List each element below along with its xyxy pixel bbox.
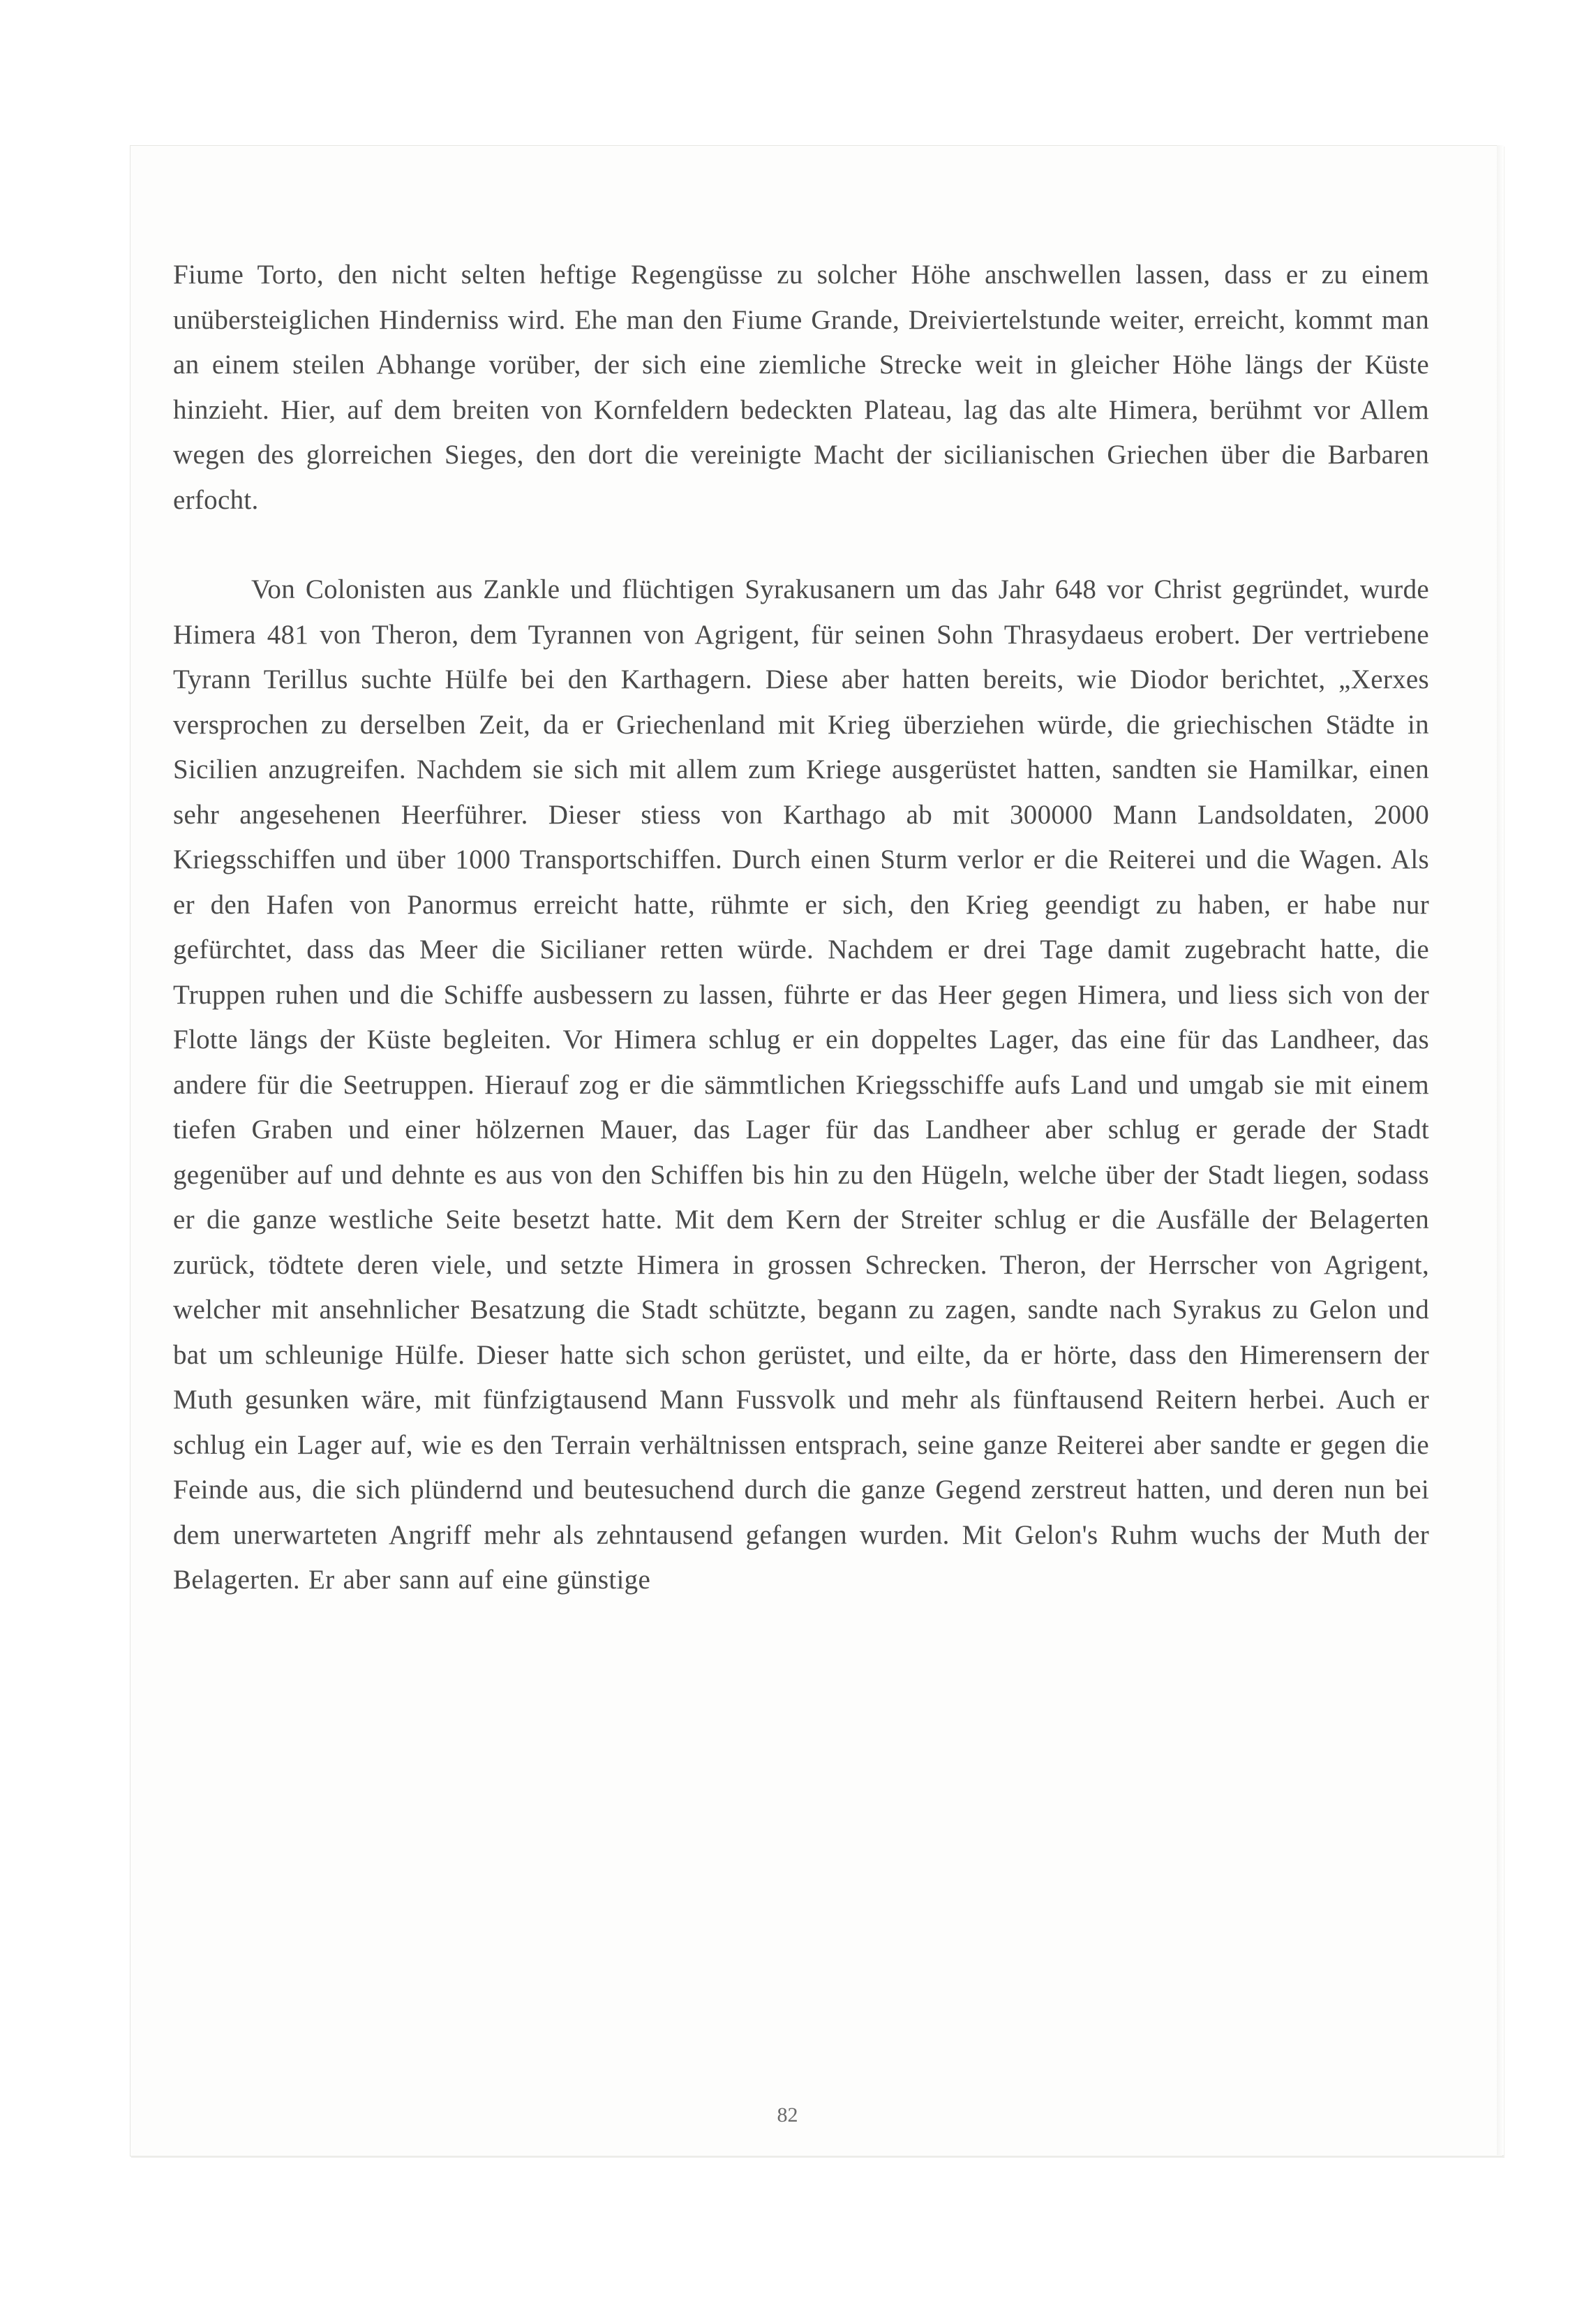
page-number: 82 — [777, 2103, 798, 2126]
paragraph-1: Fiume Torto, den nicht selten heftige Regengüsse zu solcher Höhe anschwellen lassen, dass er zu einem unübersteiglichen Hinderniss wird. Ehe man den Fiume Grande, Dreiviertelstunde weiter, erreicht, kommt man an einem steilen Abhange vorüber, der sich eine ziemliche Strecke weit in gleicher Höhe längs der Küste hinzieht. Hier, auf dem breiten von Kornfeldern bedeckten Plateau, lag das alte Himera, berühmt vor Allem wegen des glorreichen Sieges, den dort die vereinigte Macht der sicilianischen Griechen über die Barbaren erfocht. — [173, 260, 1429, 515]
plate-edge — [1497, 145, 1504, 2155]
body-text — [173, 253, 1429, 1603]
paragraph-2: Von Colonisten aus Zankle und flüchtigen Syrakusanern um das Jahr 648 vor Christ gegründet, wurde Himera 481 von Theron, dem Tyrannen von Agrigent, für seinen Sohn Thrasydaeus erobert. Der vertriebene Tyrann Terillus suchte Hülfe bei den Karthagern. Diese aber hatten bereits, wie Diodor berichtet, „Xerxes versprochen zu derselben Zeit, da er Griechenland mit Krieg überziehen würde, die griechischen Städte in Sicilien anzugreifen. Nachdem sie sich mit allem zum Kriege ausgerüstet hatten, sandten sie Hamilkar, einen sehr angesehenen Heerführer. Dieser stiess von Karthago ab mit 300000 Mann Landsoldaten, 2000 Kriegsschiffen und über 1000 Transportschiffen. Durch einen Sturm verlor er die Reiterei und die Wagen. Als er den Hafen von Panormus erreicht hatte, rühmte er sich, den Krieg geendigt zu haben, er habe nur gefürchtet, dass das Meer die Sicilianer retten würde. Nachdem er drei Tage damit zugebracht hatte, die Truppen ruhen und die Schiffe ausbessern zu lassen, führte er das Heer gegen Himera, und liess sich von der Flotte längs der Küste begleiten. Vor Himera schlug er ein doppeltes Lager, das eine für das Landheer, das andere für die Seetruppen. Hierauf zog er die sämmtlichen Kriegsschiffe aufs Land und umgab sie mit einem tiefen Graben und einer hölzernen Mauer, das Lager für das Landheer aber schlug er gerade der Stadt gegenüber auf und dehnte es aus von den Schiffen bis hin zu den Hügeln, welche über der Stadt liegen, sodass er die ganze westliche Seite besetzt hatte. Mit dem Kern der Streiter schlug er die Ausfälle der Belagerten zurück, tödtete deren viele, und setzte Himera in grossen Schrecken. Theron, der Herrscher von Agrigent, welcher mit ansehnlicher Besatzung die Stadt schützte, begann zu zagen, sandte nach Syrakus zu Gelon und bat um schleunige Hülfe. Dieser hatte sich schon gerüstet, und eilte, da er hörte, dass den Himerensern der Muth gesunken wäre, mit fünfzigtausend Mann Fussvolk und mehr als fünftausend Reitern herbei. Auch er schlug ein Lager auf, wie es den Terrain verhältnissen entsprach, seine ganze Reiterei aber sandte er gegen die Feinde aus, die sich plündernd und beutesuchend durch die ganze Gegend zerstreut hatten, und deren nun bei dem unerwarteten Angriff mehr als zehntausend gefangen wurden. Mit Gelon's Ruhm wuchs der Muth der Belagerten. Er aber sann auf eine günstige — [173, 574, 1429, 1595]
